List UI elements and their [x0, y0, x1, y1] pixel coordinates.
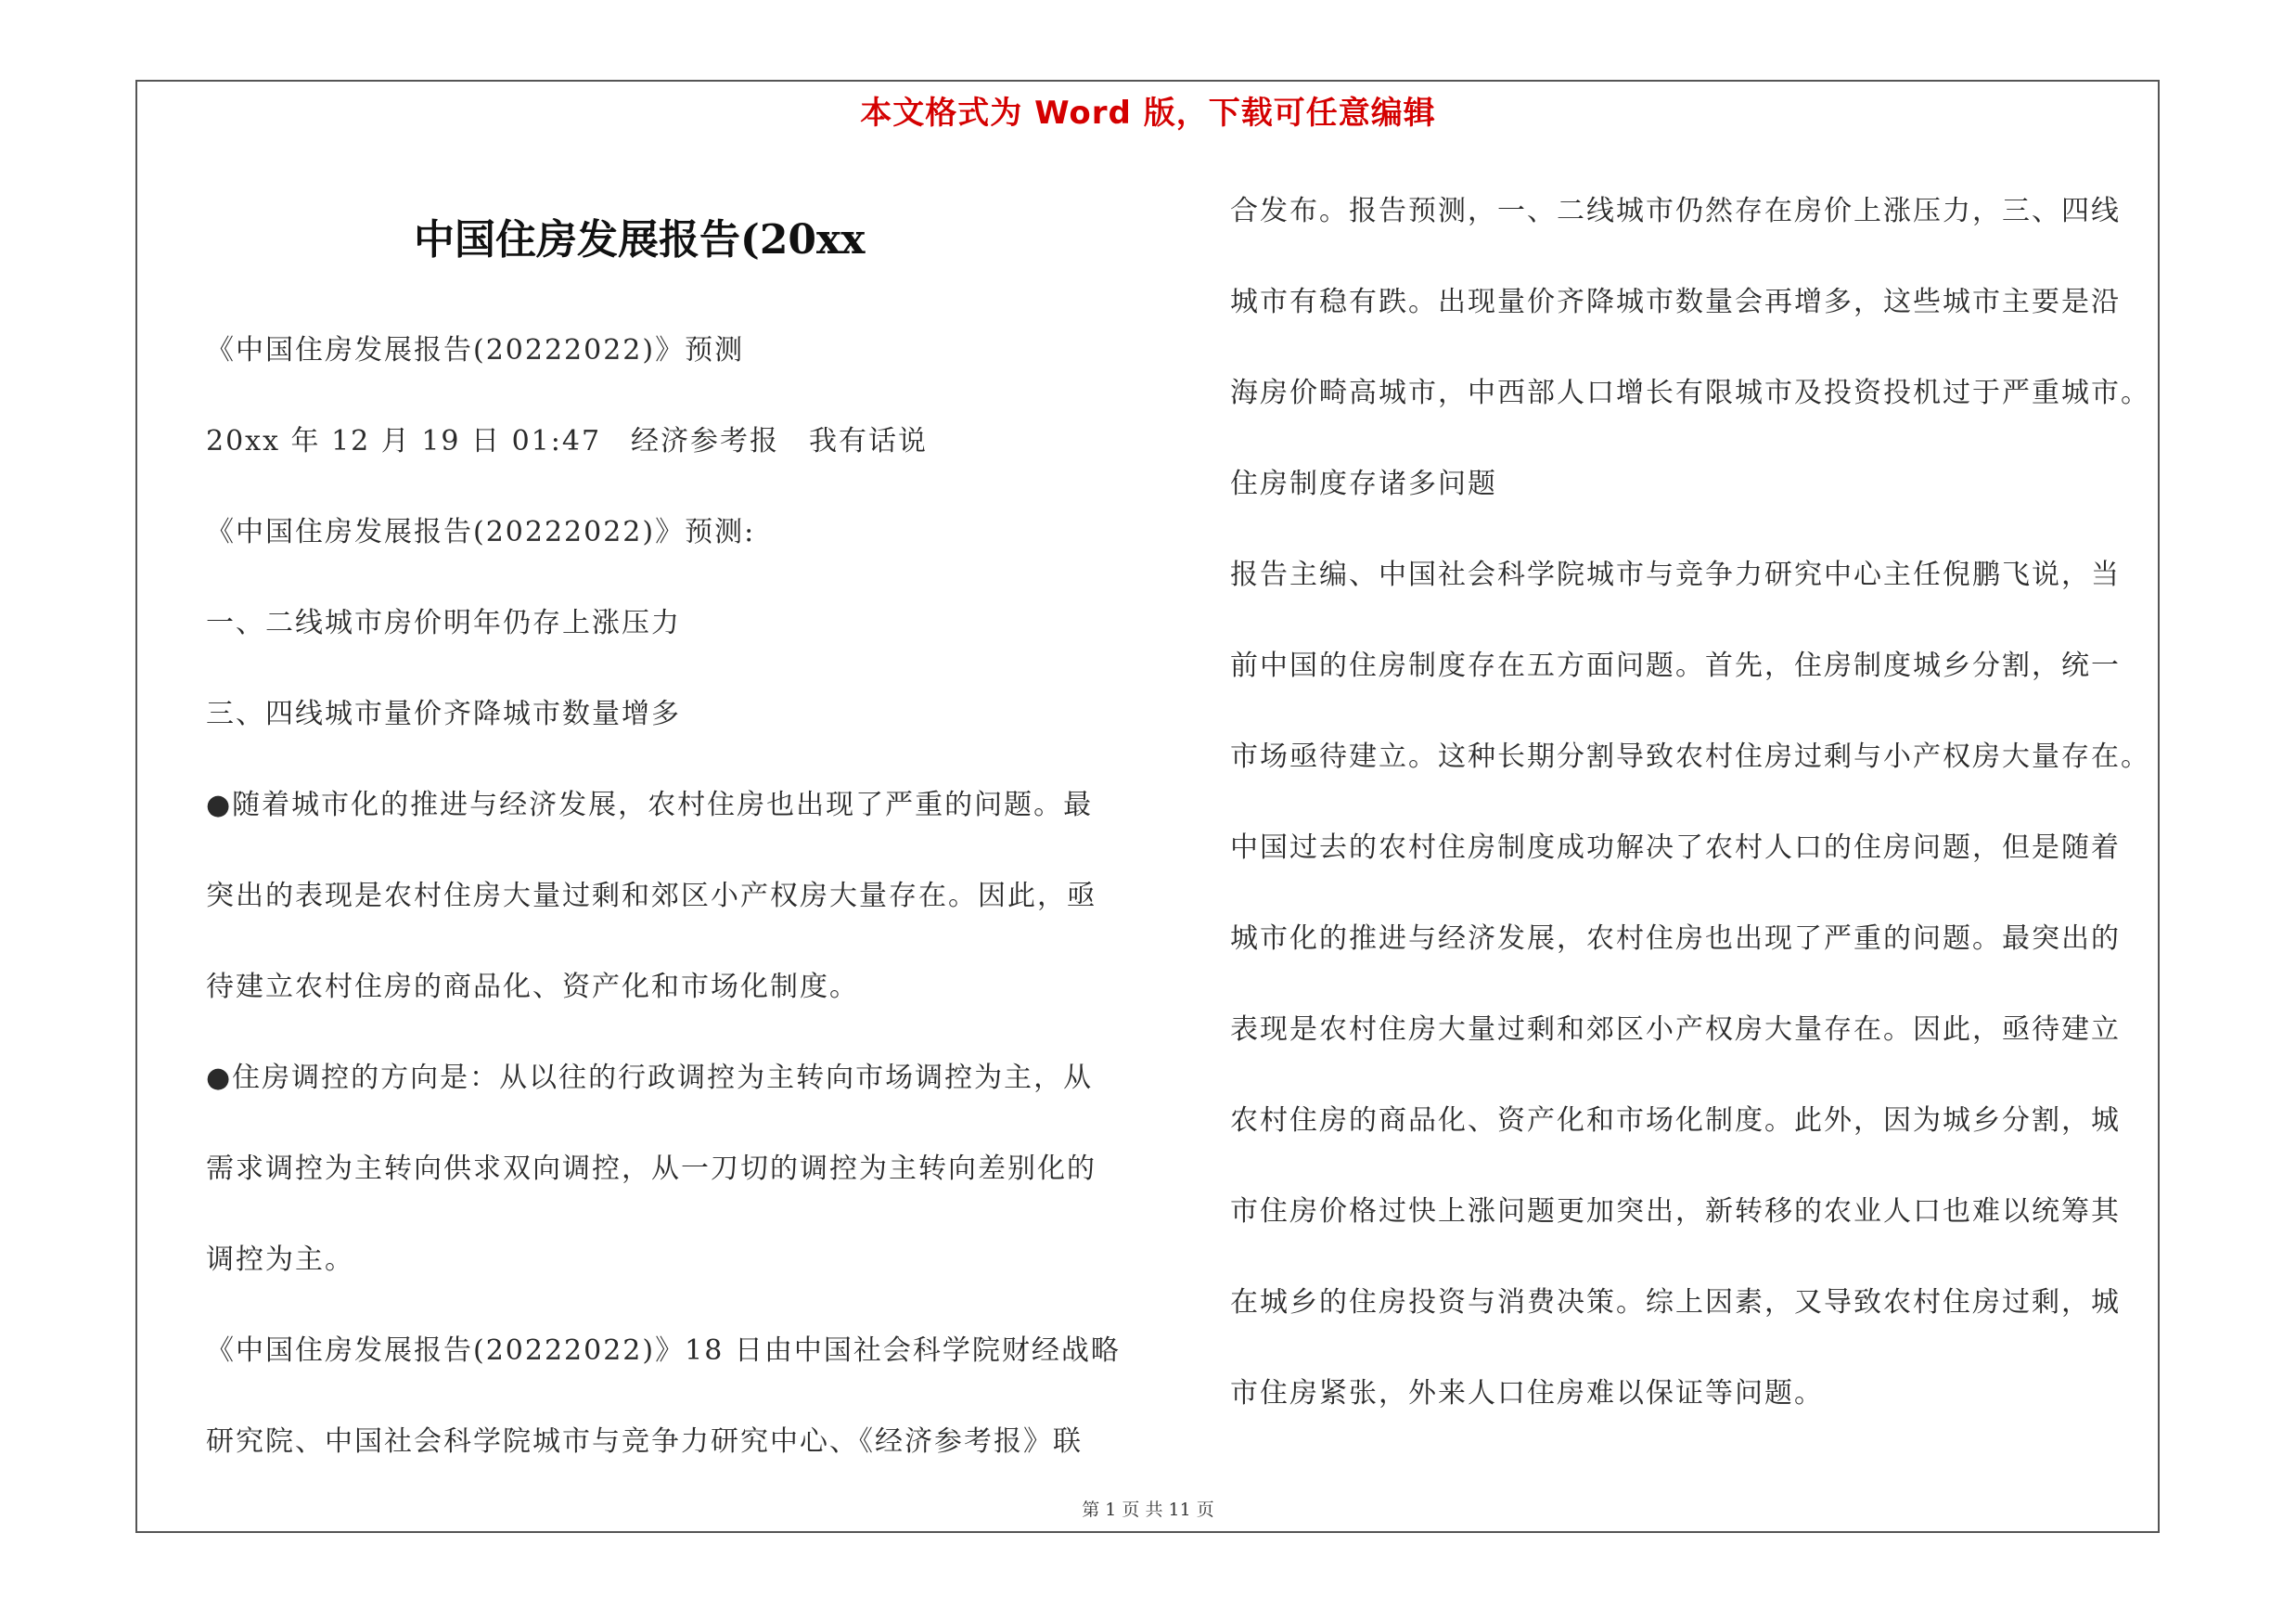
left-line: 20xx 年 12 月 19 日 01:47 经济参考报 我有话说	[206, 425, 929, 457]
document-title: 中国住房发展报告(20xx	[414, 216, 866, 264]
left-line: 《中国住房发展报告(20222022)》预测:	[206, 516, 756, 548]
left-line: 一、二线城市房价明年仍存上涨压力	[206, 607, 681, 639]
right-line: 市住房价格过快上涨问题更加突出，新转移的农业人口也难以统筹其	[1230, 1195, 2121, 1228]
left-line: 《中国住房发展报告(20222022)》18 日由中国社会科学院财经战略	[206, 1334, 1121, 1367]
right-line: 报告主编、中国社会科学院城市与竞争力研究中心主任倪鹏飞说，当	[1230, 559, 2121, 591]
left-line: 研究院、中国社会科学院城市与竞争力研究中心、《经济参考报》联	[206, 1425, 1083, 1458]
section-heading: 住房制度存诸多问题	[1230, 468, 1497, 500]
left-line: ●住房调控的方向是：从以往的行政调控为主转向市场调控为主，从	[206, 1062, 1094, 1094]
right-line: 前中国的住房制度存在五方面问题。首先，住房制度城乡分割，统一	[1230, 650, 2121, 682]
left-line: 调控为主。	[206, 1243, 354, 1276]
left-line: 《中国住房发展报告(20222022)》预测	[206, 334, 745, 367]
right-line: 城市化的推进与经济发展，农村住房也出现了严重的问题。最突出的	[1230, 922, 2121, 955]
right-line: 市住房紧张，外来人口住房难以保证等问题。	[1230, 1377, 1824, 1410]
left-line: 三、四线城市量价齐降城市数量增多	[206, 698, 681, 730]
right-line: 在城乡的住房投资与消费决策。综上因素，又导致农村住房过剩，城	[1230, 1286, 2121, 1319]
format-notice-banner: 本文格式为 Word 版，下载可任意编辑	[860, 95, 1436, 132]
right-line: 农村住房的商品化、资产化和市场化制度。此外，因为城乡分割，城	[1230, 1104, 2121, 1137]
right-line: 表现是农村住房大量过剩和郊区小产权房大量存在。因此，亟待建立	[1230, 1013, 2121, 1046]
left-line: 突出的表现是农村住房大量过剩和郊区小产权房大量存在。因此，亟	[206, 880, 1097, 912]
left-line: ●随着城市化的推进与经济发展，农村住房也出现了严重的问题。最	[206, 789, 1094, 821]
left-line: 需求调控为主转向供求双向调控，从一刀切的调控为主转向差别化的	[206, 1153, 1097, 1185]
right-line: 市场亟待建立。这种长期分割导致农村住房过剩与小产权房大量存在。	[1230, 741, 2150, 773]
right-line: 中国过去的农村住房制度成功解决了农村人口的住房问题，但是随着	[1230, 831, 2121, 864]
left-line: 待建立农村住房的商品化、资产化和市场化制度。	[206, 971, 859, 1003]
page-number-footer: 第 1 页 共 11 页	[1082, 1500, 1214, 1520]
right-line: 合发布。报告预测，一、二线城市仍然存在房价上涨压力，三、四线	[1230, 195, 2121, 227]
right-line: 城市有稳有跌。出现量价齐降城市数量会再增多，这些城市主要是沿	[1230, 286, 2121, 318]
right-line: 海房价畸高城市，中西部人口增长有限城市及投资投机过于严重城市。	[1230, 377, 2150, 409]
